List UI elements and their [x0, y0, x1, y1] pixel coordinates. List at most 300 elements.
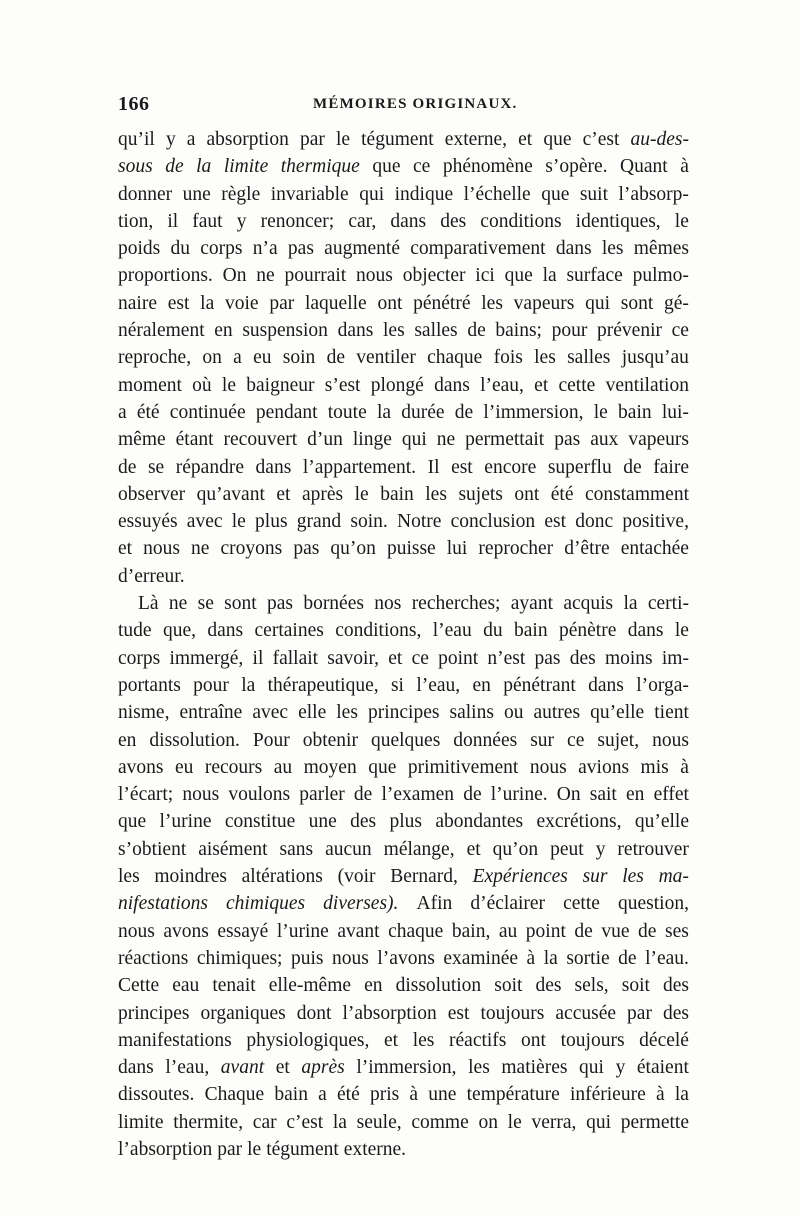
text-line: [118, 344, 689, 371]
word: à: [680, 756, 689, 778]
text-line: [118, 617, 689, 644]
word: en: [472, 674, 491, 696]
page-number: 166: [118, 93, 150, 115]
word: im-: [661, 647, 689, 669]
word: dans: [434, 374, 470, 396]
word: de: [467, 320, 486, 342]
word: cette: [558, 374, 596, 396]
word: voulons: [228, 784, 291, 806]
word: dans: [588, 674, 624, 696]
text-line: [118, 535, 689, 562]
word: pendant: [255, 401, 318, 423]
italic-word: nifestations: [118, 893, 208, 915]
word: la: [674, 1084, 689, 1106]
word: en: [118, 729, 137, 751]
text-line: [118, 945, 689, 972]
word: sait: [589, 784, 617, 806]
word: de: [454, 401, 474, 423]
word: que: [372, 156, 401, 178]
word: de: [353, 784, 373, 806]
word: ont: [514, 483, 540, 505]
italic-word: ma-: [658, 866, 689, 888]
word: que: [504, 265, 533, 287]
word: Là: [138, 593, 159, 615]
word: superflu: [547, 456, 612, 478]
word: de: [326, 347, 345, 369]
word: le: [231, 511, 246, 533]
word: chaque: [388, 920, 444, 942]
word: à: [680, 156, 689, 178]
word: l’urine: [159, 811, 212, 833]
text-line: [118, 1081, 689, 1108]
word: physiologiques,: [246, 1029, 370, 1051]
word: que: [118, 811, 147, 833]
word: nos: [374, 593, 402, 615]
word: l’échelle: [463, 183, 531, 205]
word: été: [136, 401, 160, 423]
word: bains;: [495, 320, 542, 342]
word: on: [202, 347, 222, 369]
word: des: [440, 210, 467, 232]
word: été: [550, 483, 574, 505]
word: sels,: [574, 975, 609, 997]
word: essayé: [217, 920, 269, 942]
word: croyons: [220, 538, 283, 560]
word: question,: [618, 893, 689, 915]
word: de: [118, 456, 137, 478]
word: a: [118, 401, 127, 423]
word: la: [200, 292, 215, 314]
word: moindres: [154, 866, 227, 888]
word: des: [535, 975, 562, 997]
word: poids: [118, 238, 161, 260]
word: plus: [255, 511, 288, 533]
word: de: [574, 920, 593, 942]
word: a: [186, 129, 196, 150]
word: laquelle: [304, 292, 367, 314]
word: ventiler: [356, 347, 416, 369]
word: qui: [401, 429, 427, 451]
word: de: [623, 456, 642, 478]
word: car: [252, 1111, 277, 1133]
word: y: [615, 1057, 626, 1079]
word: du: [170, 238, 191, 260]
word: principes: [118, 1002, 190, 1024]
word: immergé,: [169, 647, 244, 669]
word: On: [556, 784, 581, 806]
word: proportions.: [118, 265, 213, 287]
word: il: [252, 647, 264, 669]
word: l’appartement.: [302, 456, 417, 478]
word: permettait: [465, 429, 545, 451]
word: dans: [337, 320, 374, 342]
italic-word: sur: [582, 866, 608, 888]
word: des: [569, 647, 596, 669]
word: phénomène: [442, 156, 533, 178]
word: salles: [414, 320, 458, 342]
word: si: [390, 674, 404, 696]
word: par: [299, 129, 325, 150]
word: sans: [279, 838, 314, 860]
text-line: [118, 235, 689, 262]
text-line: [118, 1000, 689, 1027]
word: a: [318, 1084, 327, 1106]
word: c’est: [286, 1111, 324, 1133]
word: les: [336, 702, 358, 724]
word: l’absorption: [118, 1138, 213, 1160]
text-line: [118, 399, 689, 426]
word: certi-: [647, 593, 689, 615]
word: qu’avant: [196, 483, 265, 505]
text-line: [118, 808, 689, 835]
word: effet: [653, 784, 689, 806]
word: que: [541, 183, 570, 205]
word: vapeurs: [628, 429, 689, 451]
word: se: [197, 593, 214, 615]
word: invariable: [270, 183, 349, 205]
word: moins: [604, 647, 653, 669]
word: dont: [296, 1002, 332, 1024]
word: Pour: [252, 729, 290, 751]
word: absorption: [206, 129, 289, 150]
word: l’urine: [276, 920, 329, 942]
word: la: [241, 674, 256, 696]
word: (voir: [337, 866, 376, 888]
word: la: [332, 1111, 347, 1133]
word: vapeurs: [513, 292, 575, 314]
word: en: [364, 975, 383, 997]
word: tégument: [361, 129, 434, 150]
word: sont: [224, 593, 257, 615]
word: reproche,: [118, 347, 192, 369]
word: ont: [521, 1029, 546, 1051]
word: primitivement: [407, 756, 519, 778]
italic-word: les: [622, 866, 644, 888]
word: entraîne: [179, 702, 243, 724]
word: ne: [256, 265, 275, 287]
word: nisme,: [118, 702, 170, 724]
word: donner: [118, 183, 173, 205]
word: recherches;: [411, 593, 501, 615]
word: avions: [578, 756, 630, 778]
word: toujours: [560, 1029, 625, 1051]
word: grand: [296, 511, 342, 533]
italic-word: Expériences: [472, 866, 568, 888]
word: autres: [533, 702, 581, 724]
text-line: [118, 699, 689, 726]
word: voie: [224, 292, 259, 314]
word: qu’elle: [634, 811, 689, 833]
word: dissoutes.: [118, 1084, 195, 1106]
word: pulmo-: [632, 265, 689, 287]
word: cette: [563, 893, 600, 915]
word: le: [593, 401, 608, 423]
word: le: [247, 1138, 262, 1160]
word: avant: [337, 920, 380, 942]
word: que: [543, 129, 572, 150]
word: les: [425, 483, 447, 505]
word: acquis: [563, 593, 614, 615]
word: principes: [367, 702, 440, 724]
word: les: [383, 320, 405, 342]
word: a: [233, 347, 242, 369]
word: vue: [601, 920, 630, 942]
text-line: [118, 454, 689, 481]
word: certaines: [254, 620, 324, 642]
word: bornées: [303, 593, 364, 615]
word: tenait: [212, 975, 256, 997]
word: en: [626, 784, 645, 806]
word: parler: [299, 784, 345, 806]
word: moment: [118, 374, 182, 396]
text-line: [118, 645, 689, 672]
word: avons: [118, 756, 164, 778]
word: durée: [401, 401, 445, 423]
word: pas: [554, 429, 581, 451]
word: constitue: [224, 811, 296, 833]
word: soit: [494, 975, 523, 997]
word: dans: [255, 456, 292, 478]
text-line: [118, 262, 689, 289]
word: l’immersion,: [483, 401, 584, 423]
word: répandre: [175, 456, 244, 478]
word: baigneur: [246, 374, 315, 396]
word: obtenir: [302, 729, 358, 751]
word: toujours: [480, 1002, 545, 1024]
word: aucun: [325, 838, 372, 860]
word: du: [483, 620, 503, 642]
word: encore: [484, 456, 537, 478]
word: point: [438, 647, 479, 669]
word: que,: [162, 620, 196, 642]
word: qu’on: [330, 538, 376, 560]
word: ce: [411, 647, 429, 669]
word: essuyés: [118, 511, 178, 533]
word: accusée: [555, 1002, 617, 1024]
word: tient: [654, 702, 689, 724]
word: indique: [394, 183, 454, 205]
word: de: [463, 784, 482, 806]
word: la: [376, 401, 392, 423]
word: sujet,: [597, 729, 640, 751]
text-line: [118, 1136, 689, 1163]
word: abondantes: [435, 811, 524, 833]
word: linge: [352, 429, 392, 451]
word: faire: [653, 456, 689, 478]
running-title: MÉMOIRES ORIGINAUX.: [313, 96, 518, 112]
word: de: [638, 920, 657, 942]
word: pas: [293, 538, 320, 560]
word: pénétré: [413, 292, 471, 314]
word: ici: [475, 265, 495, 287]
italic-word: thermique: [280, 156, 360, 178]
word: suit: [579, 183, 609, 205]
word: est: [544, 511, 566, 533]
word: nous: [332, 947, 369, 969]
word: dans: [627, 620, 664, 642]
word: l’absorption: [342, 1002, 437, 1024]
word: renoncer;: [260, 210, 335, 232]
word: ayant: [510, 593, 554, 615]
word: d’être: [564, 538, 610, 560]
word: décelé: [639, 1029, 689, 1051]
word: qu’elle: [590, 702, 645, 724]
word: soin.: [350, 511, 388, 533]
word: inférieure: [569, 1084, 646, 1106]
word: pris: [369, 1084, 400, 1106]
word: s’opère.: [545, 156, 608, 178]
text-line: [118, 153, 689, 180]
word: l’immersion,: [356, 1057, 457, 1079]
word: bain: [380, 483, 414, 505]
text-line: [118, 290, 689, 317]
text-line: [118, 972, 689, 999]
word: et: [383, 1029, 399, 1051]
word: gé-: [664, 292, 689, 314]
word: ses: [664, 920, 689, 942]
word: d’erreur.: [118, 565, 185, 587]
word: à: [526, 947, 536, 969]
word: une: [428, 1084, 457, 1106]
word: bain: [274, 1084, 308, 1106]
word: Notre: [397, 511, 442, 533]
word: ont: [377, 292, 403, 314]
word: observer: [118, 483, 186, 505]
text-line: [118, 754, 689, 781]
word: conclusion: [450, 511, 536, 533]
word: salins: [449, 702, 494, 724]
word: au: [273, 756, 293, 778]
word: y: [595, 838, 606, 860]
word: recours: [204, 756, 263, 778]
word: est: [167, 292, 190, 314]
italic-word: de: [165, 156, 184, 178]
word: les: [412, 1029, 435, 1051]
word: lui-: [661, 401, 689, 423]
word: ce: [567, 729, 585, 751]
word: plus: [389, 811, 423, 833]
word: altérations: [241, 866, 323, 888]
italic-word: limite: [223, 156, 269, 178]
word: l’écart;: [118, 784, 174, 806]
word: qu’on: [492, 838, 539, 860]
word: mis: [640, 756, 669, 778]
word: une: [308, 811, 337, 833]
word: aisément: [198, 838, 268, 860]
word: moyen: [303, 756, 357, 778]
word: tégument: [266, 1138, 339, 1160]
word: surface: [566, 265, 623, 287]
word: réactifs: [449, 1029, 507, 1051]
word: soit: [621, 975, 650, 997]
word: il: [167, 210, 179, 232]
word: dissolution: [395, 975, 482, 997]
word: plongé: [370, 374, 424, 396]
word: une: [182, 183, 211, 205]
word: retrouver: [617, 838, 689, 860]
text-line: [118, 672, 689, 699]
word: jusqu’au: [621, 347, 689, 369]
text-line: [118, 590, 689, 617]
word: constamment: [585, 483, 689, 505]
word: mêmes: [633, 238, 689, 260]
text-line: [118, 426, 689, 453]
word: est: [451, 456, 473, 478]
word: et: [118, 538, 133, 560]
word: se: [147, 456, 165, 478]
word: puisse: [386, 538, 436, 560]
word: nous: [652, 729, 689, 751]
word: corps: [118, 647, 161, 669]
word: au: [498, 920, 518, 942]
word: prévenir: [597, 320, 662, 342]
word: pénétrant: [503, 674, 576, 696]
word: règle: [221, 183, 261, 205]
word: bain: [514, 620, 548, 642]
word: dissolution.: [149, 729, 240, 751]
italic-word: diverses).: [323, 893, 399, 915]
word: nous: [143, 538, 180, 560]
word: pénètre: [558, 620, 617, 642]
word: été: [337, 1084, 360, 1106]
word: positive,: [622, 511, 689, 533]
word: chaque: [427, 347, 483, 369]
word: nous: [182, 784, 220, 806]
word: néralement: [118, 320, 205, 342]
text-line: [118, 836, 689, 863]
word: l’avons: [377, 947, 435, 969]
text-line: [118, 1109, 689, 1136]
italic-word: chimiques: [226, 893, 306, 915]
text-line: [118, 890, 689, 917]
word: identiques,: [575, 210, 661, 232]
word: les: [118, 866, 140, 888]
word: la: [542, 265, 557, 287]
word: On: [222, 265, 247, 287]
word: quelques: [370, 729, 441, 751]
word: des: [662, 1002, 689, 1024]
word: dans: [555, 238, 592, 260]
word: thérapeutique,: [267, 674, 379, 696]
word: l’urine.: [490, 784, 548, 806]
word: et: [275, 1057, 290, 1079]
word: l’orga-: [636, 674, 689, 696]
word: que: [368, 756, 397, 778]
word: nous: [118, 920, 155, 942]
word: salles: [567, 347, 611, 369]
word: car,: [348, 210, 377, 232]
word: ou: [503, 702, 524, 724]
word: qui: [586, 1111, 612, 1133]
text-line: [118, 372, 689, 399]
word: ne: [168, 593, 188, 615]
text-line: [118, 317, 689, 344]
text-line: [118, 181, 689, 208]
word: de: [618, 947, 637, 969]
word: bain: [618, 401, 652, 423]
word: Chaque: [204, 1084, 265, 1106]
word: les: [481, 292, 503, 314]
word: Afin: [416, 893, 453, 915]
word: ce: [671, 320, 689, 342]
word: nous: [356, 265, 393, 287]
word: chimiques;: [196, 947, 283, 969]
word: nous: [529, 756, 567, 778]
word: tude: [118, 620, 152, 642]
word: et: [466, 838, 481, 860]
italic-word: la: [196, 156, 212, 178]
word: pourrait: [284, 265, 347, 287]
